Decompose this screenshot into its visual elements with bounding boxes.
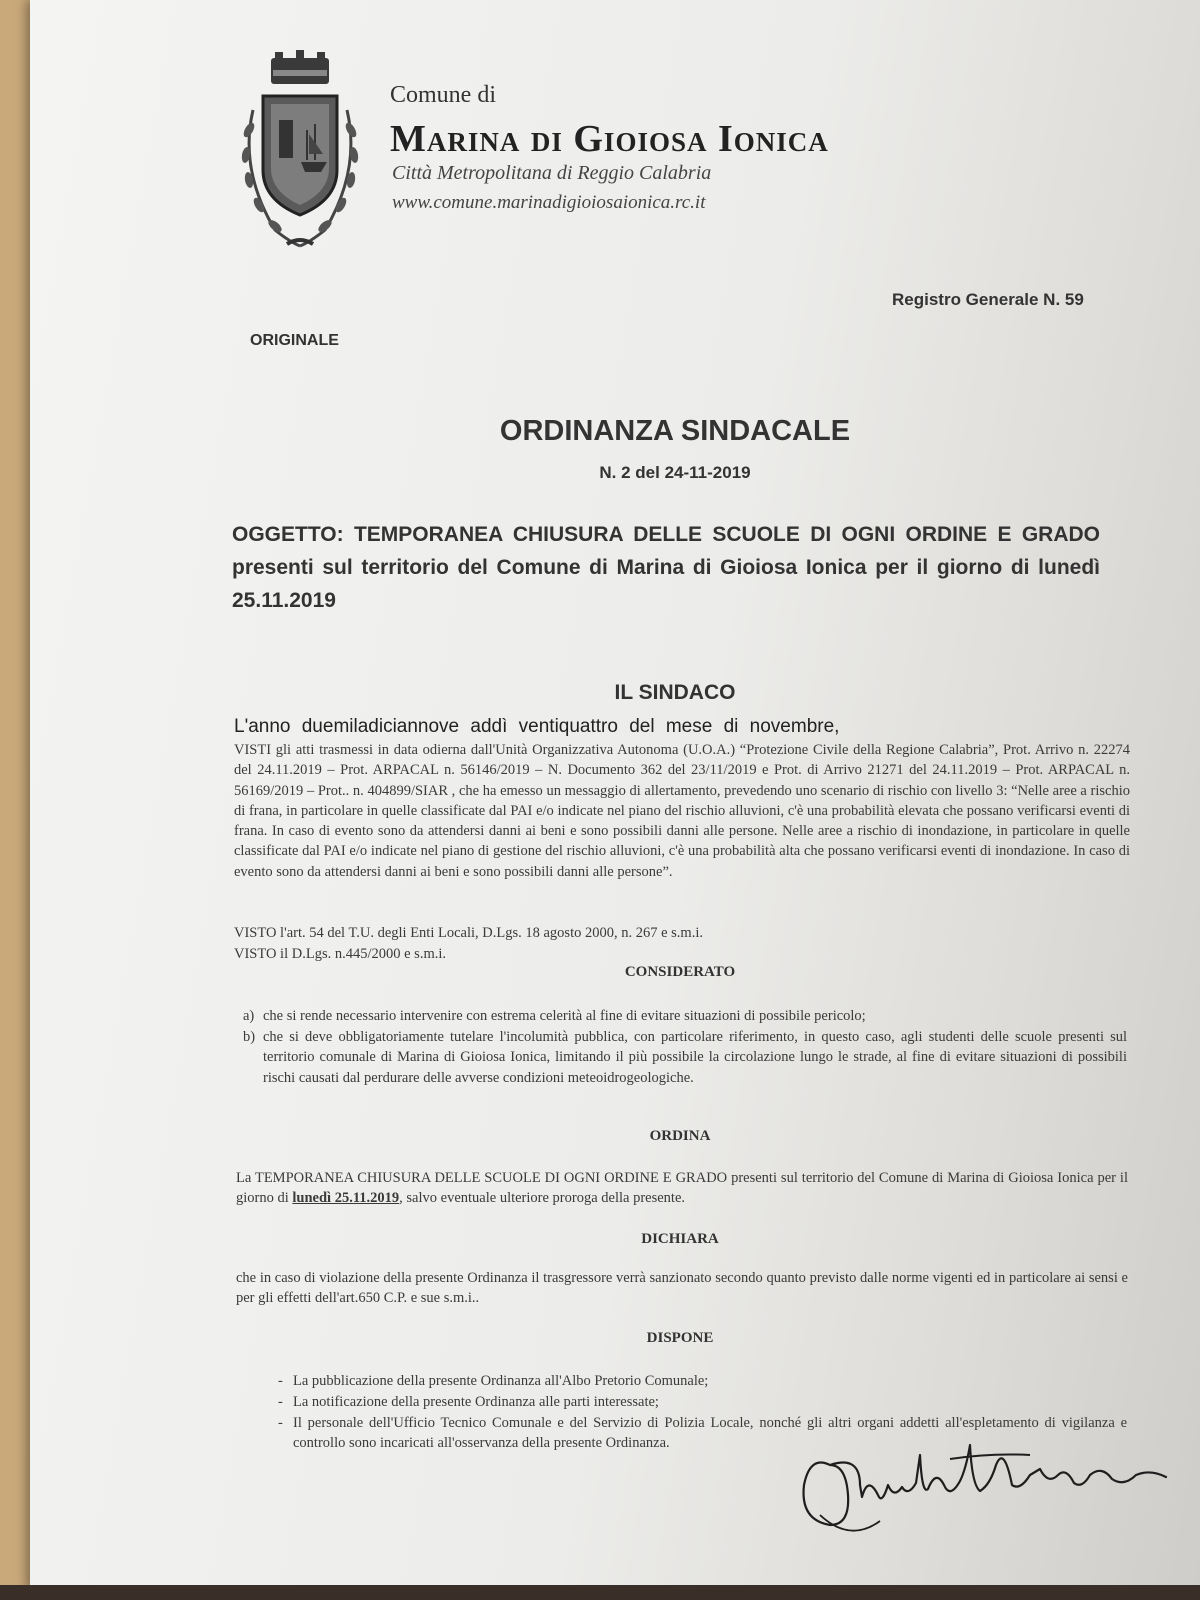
originale-label: ORIGINALE: [250, 332, 339, 349]
floor-background: [0, 1585, 1200, 1600]
metropolitan-city: Città Metropolitana di Reggio Calabria: [392, 162, 712, 184]
document-page: [30, 0, 1200, 1590]
dispone-item: La notificazione della presente Ordinanza alle parti interessate;: [293, 1394, 659, 1410]
ordina-text-before: La TEMPORANEA CHIUSURA DELLE SCUOLE DI OGNI ORDINE E GRADO presenti sul territorio del Comune di Marina di Gioiosa Ionica per il giorno di: [236, 1170, 1128, 1207]
header-comune-di: Comune di: [390, 82, 496, 108]
dispone-item: La pubblicazione della presente Ordinanza all'Albo Pretorio Comunale;: [293, 1373, 709, 1389]
visto-tu-line: VISTO l'art. 54 del T.U. degli Enti Locali, D.Lgs. 18 agosto 2000, n. 267 e s.m.i.: [234, 925, 703, 941]
visto-dlgs-line: VISTO il D.Lgs. n.445/2000 e s.m.i.: [234, 946, 446, 962]
document-title: ORDINANZA SINDACALE: [499, 415, 851, 447]
oggetto-paragraph: OGGETTO: TEMPORANEA CHIUSURA DELLE SCUOLE DI OGNI ORDINE E GRADO presenti sul territorio del Comune di Marina di Gioiosa Ionica per il giorno di lunedì 25.11.2019: [232, 523, 1100, 612]
dichiara-heading: DICHIARA: [641, 1231, 719, 1247]
municipal-crest-icon: [235, 50, 365, 255]
registro-generale: Registro Generale N. 59: [892, 290, 1084, 309]
dispone-bullet: -: [278, 1415, 283, 1431]
website-url: www.comune.marinadigioiosaionica.rc.it: [392, 192, 706, 213]
dispone-bullet: -: [278, 1394, 283, 1410]
dispone-item: Il personale dell'Ufficio Tecnico Comunale e del Servizio di Polizia Locale, nonché gli altri organi addetti all'espletamento di vigilanza e controllo sono incaricati all'osservanza della presente Ordinanza.: [293, 1415, 1127, 1452]
considerato-item-a: che si rende necessario intervenire con estrema celerità al fine di evitare situazioni di possibile pericolo;: [263, 1008, 866, 1024]
visti-paragraph: VISTI gli atti trasmessi in data odierna dall'Unità Organizzativa Autonoma (U.O.A.) “Protezione Civile della Regione Calabria”, Prot. Arrivo n. 22274 del 24.11.2019 – Prot. ARPACAL n. 56146/2019 – N. Documento 362 del 23/11/2019 e Prot. di Arrivo 21271 del 24.11.2019 – Prot. ARPACAL n. 56169/2019 – Prot.. n. 404899/SIAR , che ha emesso un messaggio di allertamento, prevedendo uno scenario di rischio con livello 3: “Nelle aree a rischio di frana, in particolare in quelle classificate dal PAI e/o indicate nel piano del rischio alluvioni, c'è una probabilità elevata che possano verificarsi eventi di frana. In caso di evento sono da attendersi danni ai beni e sono possibili danni alle persone. Nelle aree a rischio di inondazione, in particolare in quelle classificate dal PAI e/o indicate nel piano di gestione del rischio alluvioni, c'è una probabilità alta che possano verificarsi eventi di inondazione. In caso di evento sono da attendersi danni ai beni e sono possibili danni alle persone”.: [234, 742, 1130, 880]
ordina-heading: ORDINA: [649, 1128, 711, 1144]
dispone-bullet: -: [278, 1373, 283, 1389]
lanno-line: L'anno duemiladiciannove addì ventiquattro del mese di novembre,: [234, 716, 840, 737]
dispone-heading: DISPONE: [646, 1330, 714, 1346]
considerato-item-b: che si deve obbligatoriamente tutelare l'incolumità pubblica, con particolare riferimento, in questo caso, agli studenti delle scuole presenti sul territorio comunale di Marina di Gioiosa Ionica, limitando il più possibile la circolazione lungo le strade, al fine di evitare situazioni di possibili rischi causati dal perdurare delle avverse condizioni meteoidrogeologiche.: [263, 1029, 1127, 1086]
item-label-b: b): [243, 1029, 256, 1045]
item-label-a: a): [243, 1008, 255, 1024]
ordina-text-after: , salvo eventuale ulteriore proroga della presente.: [399, 1190, 686, 1207]
dichiara-paragraph: che in caso di violazione della presente Ordinanza il trasgressore verrà sanzionato secondo quanto previsto dalle norme vigenti ed in particolare ai sensi e per gli effetti dell'art.650 C.P. e sue s.m.i..: [236, 1270, 1128, 1307]
mayor-signature: [790, 1425, 1200, 1545]
document-number: N. 2 del 24-11-2019: [599, 463, 751, 482]
considerato-heading: CONSIDERATO: [624, 964, 736, 980]
ordina-paragraph: [236, 1168, 1128, 1209]
ordina-date: lunedì 25.11.2019: [292, 1190, 400, 1207]
municipality-name: Marina di Gioiosa Ionica: [390, 118, 829, 160]
il-sindaco-heading: IL SINDACO: [614, 681, 736, 704]
